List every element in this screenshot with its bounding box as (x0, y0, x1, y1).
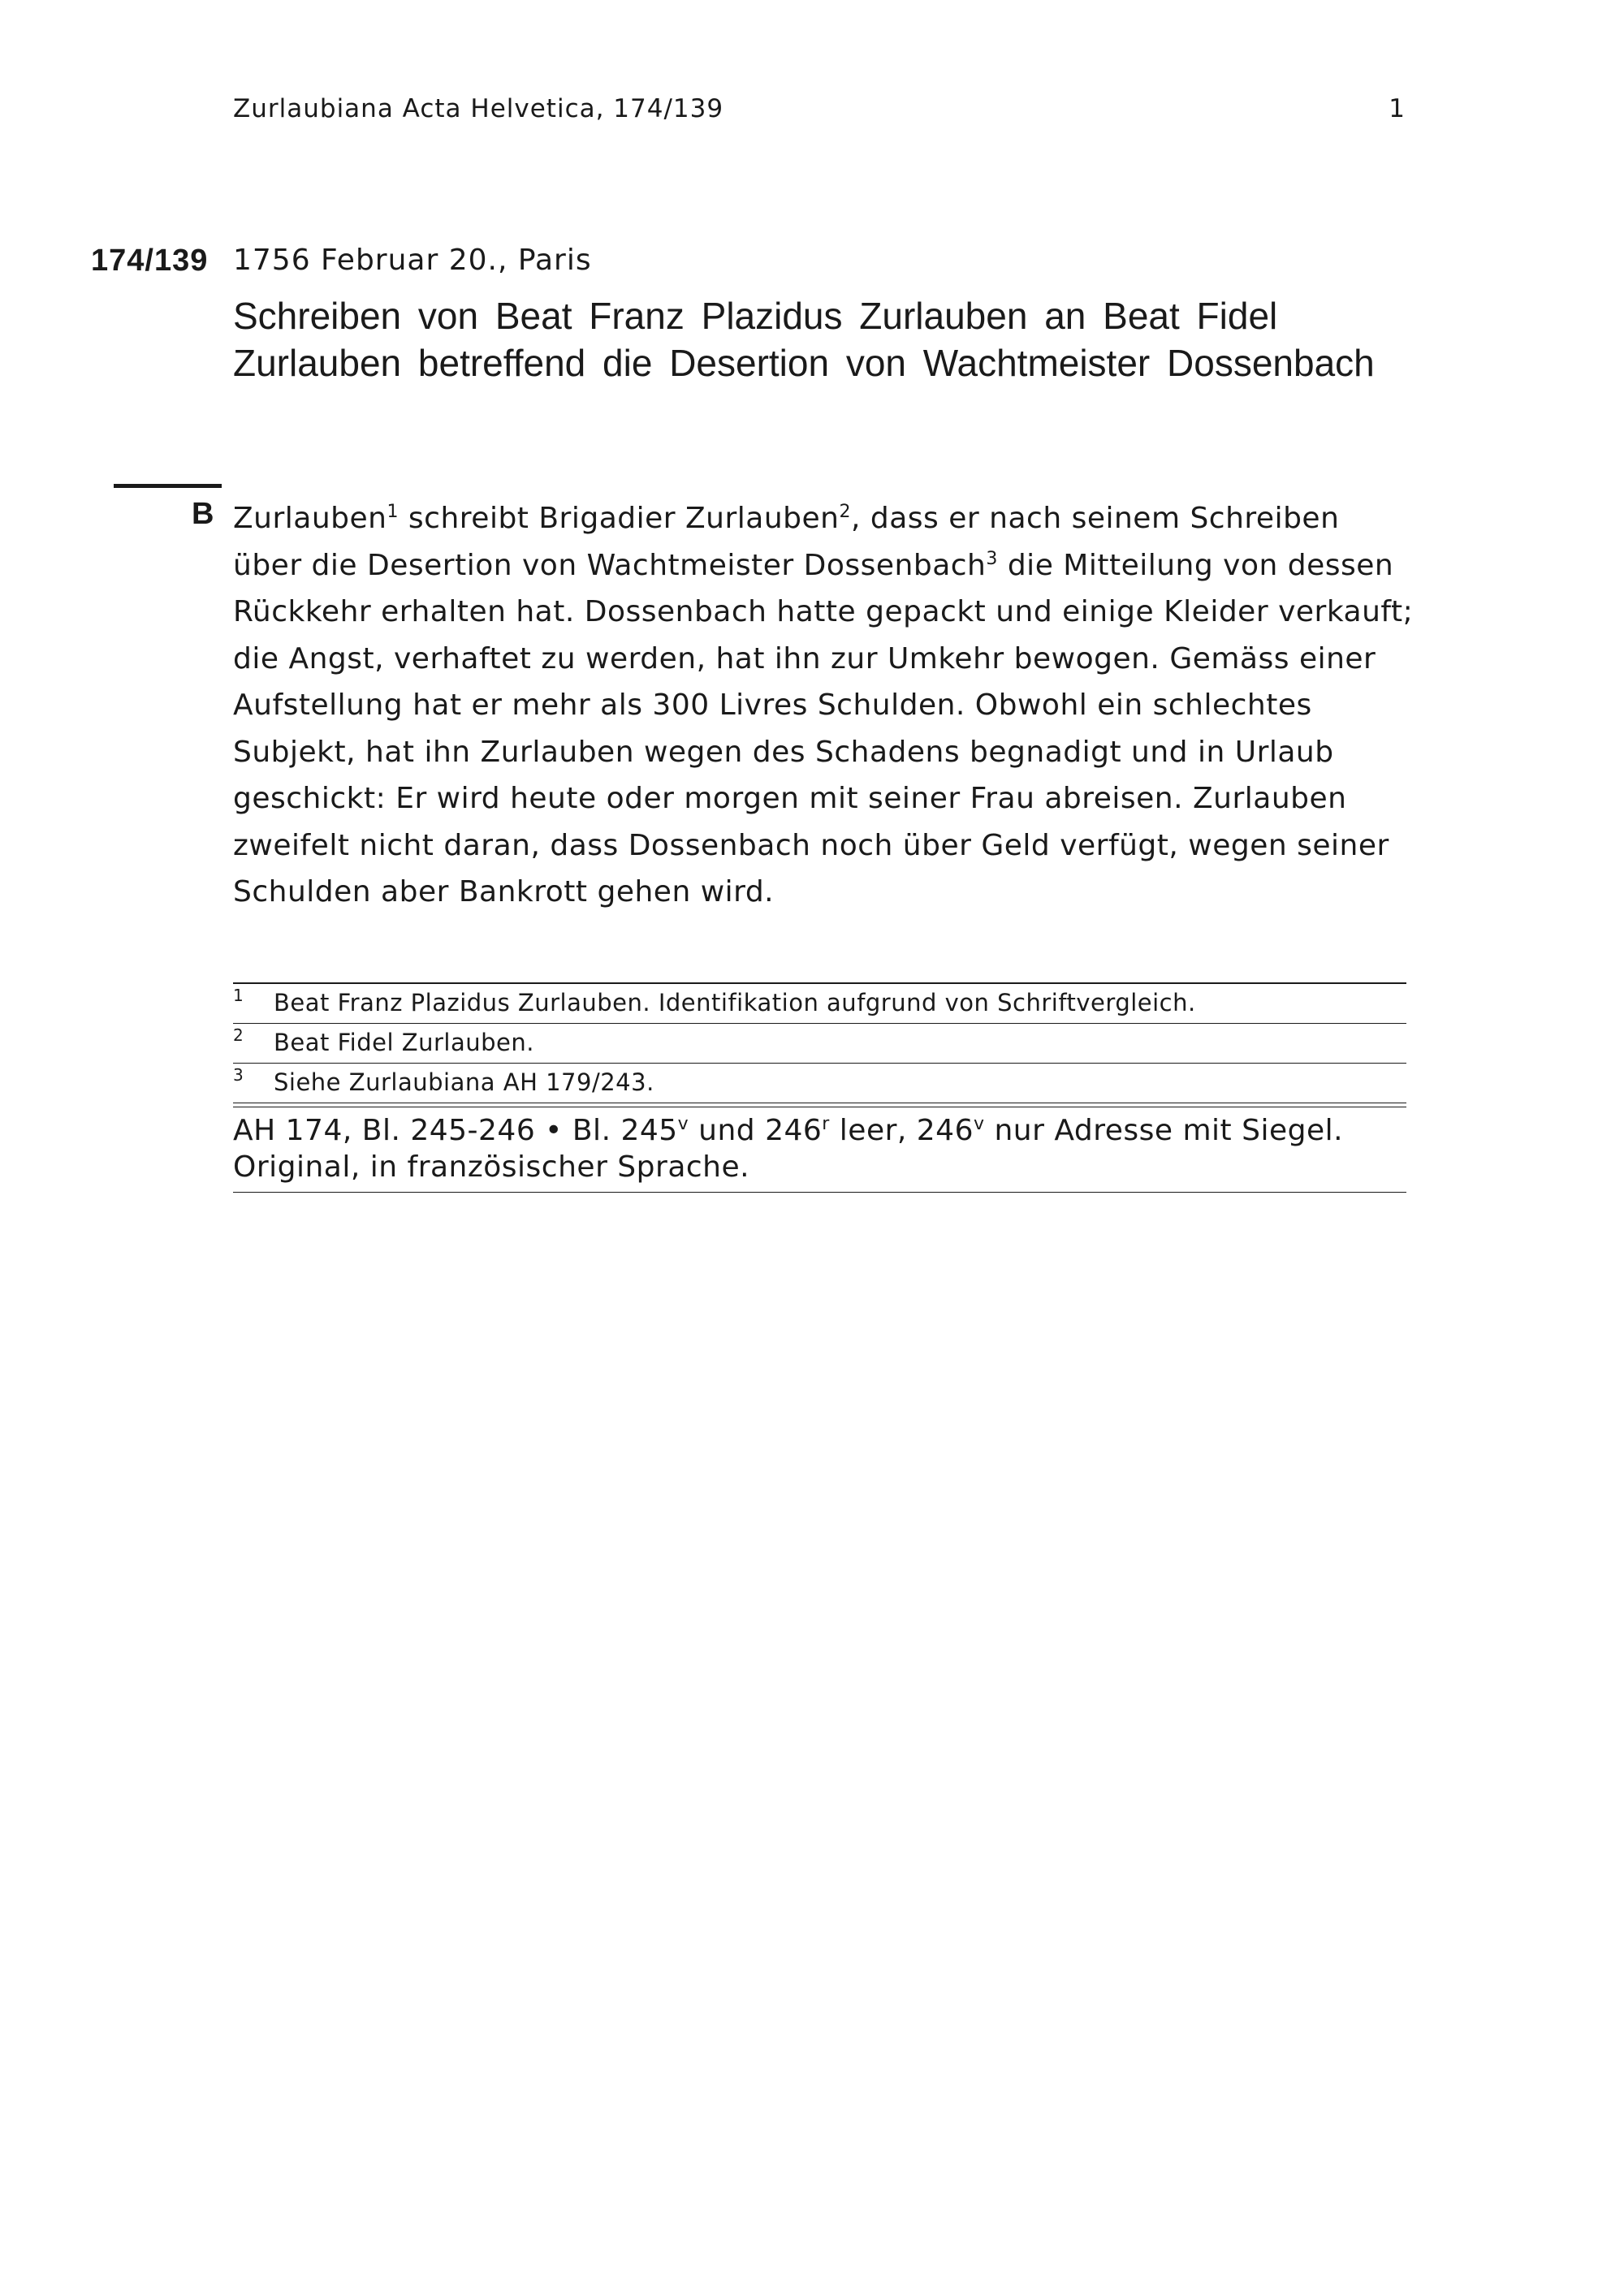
running-header-title: Zurlaubiana Acta Helvetica, 174/139 (233, 94, 724, 123)
footnote-number: 2 (233, 1025, 244, 1045)
source-segment: und 246 (689, 1114, 823, 1147)
source-segment: nur Adresse mit Siegel. (984, 1114, 1344, 1147)
footnote-ref[interactable]: 3 (986, 548, 998, 569)
section-marker-rule (114, 484, 222, 488)
footnotes (233, 982, 1406, 1193)
footnote-ref[interactable]: 2 (839, 502, 851, 522)
source-original-note: Original, in französischer Sprache. (233, 1150, 750, 1184)
source-segment: AH 174, Bl. 245-246 • Bl. 245 (233, 1114, 678, 1147)
footnote-ref[interactable]: 1 (387, 502, 399, 522)
section-marker-letter: B (192, 497, 214, 531)
source-line (233, 1112, 1406, 1149)
summary-segment: die Mitteilung von dessen Rückkehr erhalten hat. Dossenbach hatte gepackt und einige Kleider verkauft; die Angst, verhaftet zu werden, hat ihn zur Umkehr bewogen. Gemäss einer Aufstellung hat er mehr als 300 Livres Schulden. Obwohl ein schlechtes Subjekt, hat ihn Zurlauben wegen des Schadens begnadigt und in Urlaub geschickt: Er wird heute oder morgen mit seiner Frau abreisen. Zurlauben zweifelt nicht daran, dass Dossenbach noch über Geld verfügt, wegen seiner Schulden aber Bankrott gehen wird. (233, 548, 1414, 908)
summary-segment: schreibt Brigadier Zurlauben (398, 502, 840, 535)
footnote-item (233, 1024, 1406, 1064)
entry-title: Schreiben von Beat Franz Plazidus Zurlauben an Beat Fidel Zurlauben betreffend die Desertion von Wachtmeister Dossenbach (233, 295, 1375, 384)
footnote-text: Beat Fidel Zurlauben. (274, 1029, 534, 1056)
folio-side: v (974, 1114, 985, 1134)
entry-date-place: 1756 Februar 20., Paris (233, 244, 592, 277)
summary-segment: , dass er nach seinem Schreiben über die Desertion von Wachtmeister Dossenbach (233, 502, 1340, 582)
folio-side: r (822, 1114, 830, 1134)
page-number: 1 (1389, 94, 1405, 123)
summary-segment: Zurlauben (233, 502, 387, 535)
footnote-number: 3 (233, 1065, 244, 1085)
source-segment: leer, 246 (829, 1114, 974, 1147)
footnote-text: Beat Franz Plazidus Zurlauben. Identifikation aufgrund von Schriftvergleich. (274, 989, 1196, 1016)
summary-text (233, 495, 1415, 916)
footnote-item (233, 984, 1406, 1024)
entry-number: 174/139 (91, 244, 209, 278)
footnote-number: 1 (233, 986, 244, 1005)
folio-side: v (677, 1114, 689, 1134)
footnote-text: Siehe Zurlaubiana AH 179/243. (274, 1068, 654, 1096)
footnote-item (233, 1064, 1406, 1103)
source-description (233, 1107, 1406, 1193)
